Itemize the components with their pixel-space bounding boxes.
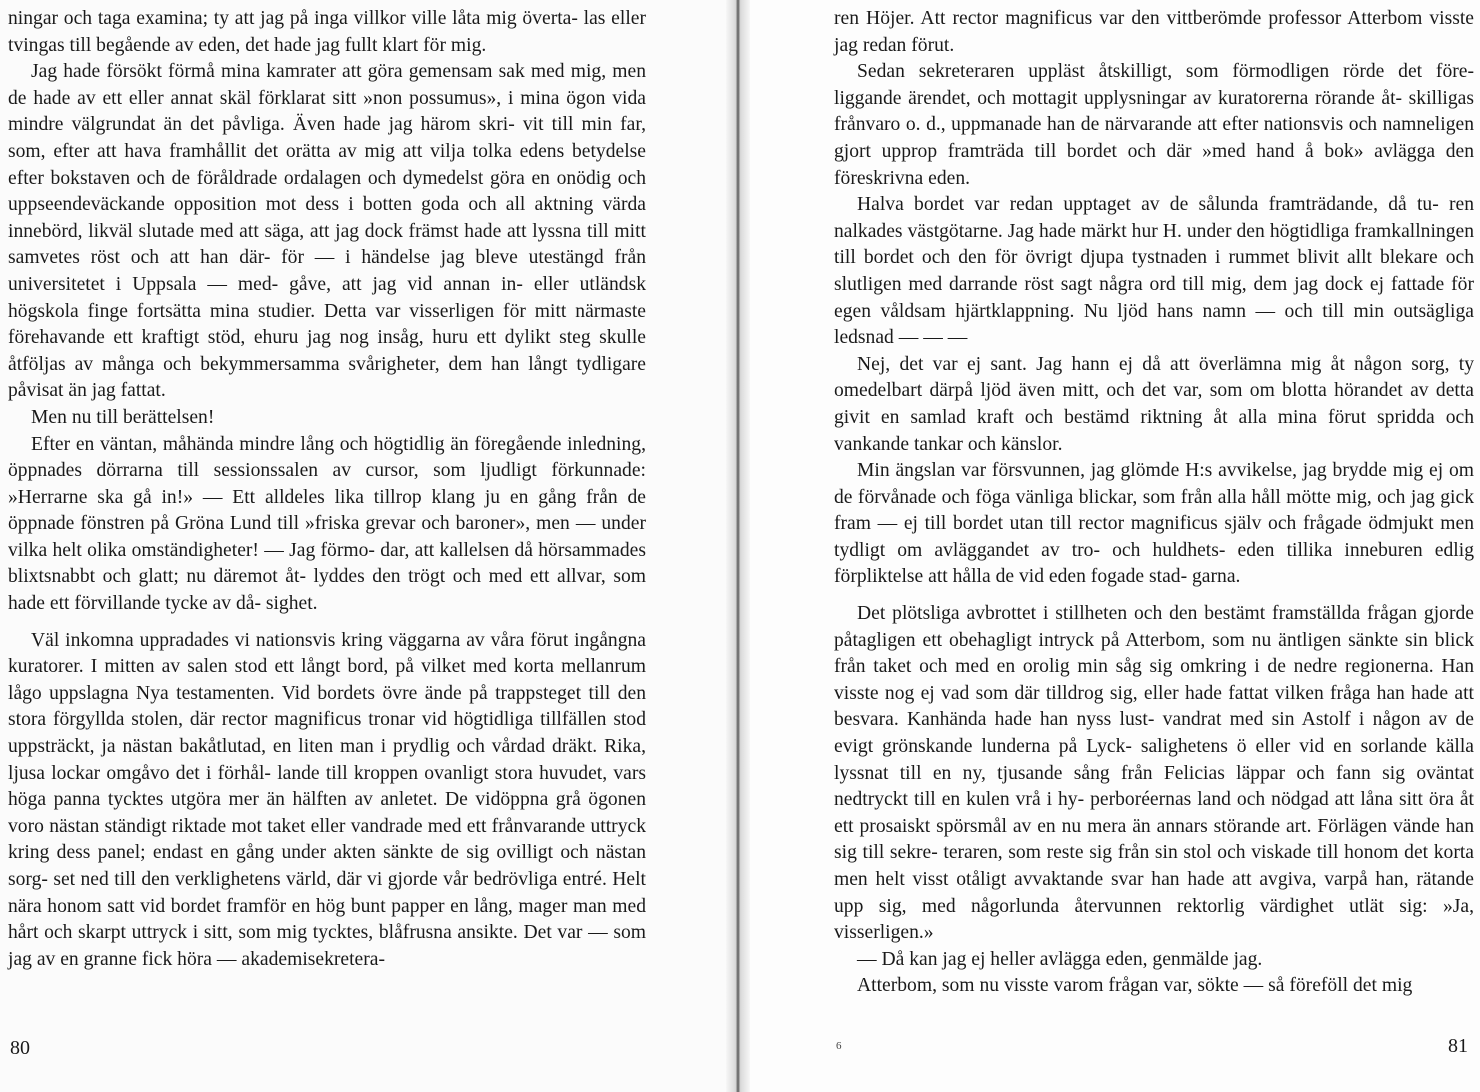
paragraph: Atterbom, som nu visste varom frågan var, sökte — så föreföll det mig (857, 975, 1413, 997)
paragraph: Sedan sekreteraren uppläst åtskilligt, som förmodligen rörde det före- liggande ärendet, och mottagit upplysningar av kuratorerna rörande åt- skilligas frånvaro o. d., uppmanade han de närvarande att efter nationsvis och namneligen gjort upprop framträda till bordet och där »med hand å bok» avlägga den föreskrivna eden. (834, 61, 1474, 189)
right-page-text (834, 6, 1474, 1000)
paragraph: — Då kan jag ej heller avlägga eden, genmälde jag. (857, 948, 1263, 970)
paragraph: Nej, det var ej sant. Jag hann ej då att överlämna mig åt någon sorg, ty omedelbart därpå ljöd även mitt, och det var, som om blotta hörandet av detta givit en samlad kraft och bestämd riktning åt alla mina förut spridda och vankande tankar och känslor. (834, 353, 1474, 455)
signature-mark: 6 (836, 1040, 842, 1052)
paragraph: Men nu till berättelsen! (31, 406, 215, 428)
paragraph: ren Höjer. Att rector magnificus var den vittberömde professor Atterbom visste jag redan förut. (834, 8, 1474, 56)
left-page-text (8, 6, 646, 973)
book-gutter (726, 0, 750, 1092)
paragraph: Efter en väntan, måhända mindre lång och högtidlig än föregående inledning, öppnades dörrarna till sessionssalen av cursor, som ljudligt förkunnade: »Herrarne ska gå in!» — Ett alldeles lika tillrop klang ju en gång från de öppnade fönstren på Gröna Lund till »friska grevar och baroner», men — under vilka helt olika omständigheter! — Jag förmo- dar, att kallelsen då hörsammades blixtsnabbt och glatt; nu däremot åt- lyddes den trögt och med ett allvar, som hade ett förvillande tycke av då- sighet. (8, 433, 646, 615)
page-number: 81 (1448, 1035, 1468, 1057)
page-number: 80 (10, 1037, 30, 1059)
left-page (0, 0, 738, 1092)
paragraph: Halva bordet var redan upptaget av de sålunda framträdande, då tu- ren nalkades västgötarne. Jag hade märkt hur H. under den högtidliga framkallningen till bordet och den för övrigt djupa tystnaden i rummet blivit allt blekare och slutligen med darrande röst sagt några ord till mig, dem jag dock ej fattade för egen våldsam hjärtklappning. Nu ljöd hans namn — och till min outsägliga ledsnad — — — (834, 194, 1474, 349)
paragraph: Jag hade försökt förmå mina kamrater att göra gemensam sak med mig, men de hade av ett eller annat skäl förklarat sitt »non possumus», i mina ögon vida mindre välgrundat än det påvliga. Även hade jag härom skri- vit till min far, som, efter att hava framhållit det orätta av mig att vilja tolka edens betydelse efter bokstaven och de föråldrade ordalagen och dymedelst göra en onödig och uppseendeväckande opposition mot dess i botten goda och all aktning värda innebörd, likväl slutade med att säga, att jag dock främst hade att lyssna till mitt samvetes röst och att han där- för — i händelse jag bleve utestängd från universitetet i Uppsala — med- gåve, att jag vid annan in- eller utländsk högskola finge fortsätta mina studier. Detta var visserligen för mitt närmaste förehavande ett kraftigt stöd, ehuru jag nog insåg, huru ett dylikt steg skulle åtföljas av många och bekymmersamma svårigheter, dem han långt tydligare påvisat än jag fattat. (8, 61, 646, 402)
paragraph: Väl inkomna uppradades vi nationsvis kring väggarna av våra förut ingångna kuratorer. I mitten av salen stod ett långt bord, på vilket med korta mellanrum lågo uppslagna Nya testamenten. Vid bordets övre ände på trappsteget till den stora förgyllda stolen, där rector magnificus tronar vid högtidliga tillfällen stod uppsträckt, ja nästan bakåtlutad, en liten man i prydlig och vårdad dräkt. Rika, ljusa lockar omgåvo det i förhål- lande till kroppen ovanligt stora huvudet, vars höga panna tycktes utgöra mer än hälften av anletet. De vidöppna grå ögonen voro nästan ständigt riktade mot taket eller vandrade med ett frånvarande uttryck kring dess panel; endast en gång under akten sänkte de sig ovilligt och nästan sorg- set ned till den verklighetens värld, där vi gjorde vår bedrövliga entré. Helt nära honom satt vid bordet framför en hög bunt papper en lång, mager man med hårt och skarpt uttryck i sitt, som mig tycktes, blåfrusna ansikte. Det var — som jag av en granne fick höra — akademisekretera- (8, 629, 646, 970)
paragraph: Det plötsliga avbrottet i stillheten och den bestämt framställda frågan gjorde påtagligen ett obehagligt intryck på Atterbom, som nu äntligen sänkte sin blick från taket och med en orolig min såg sig omkring i de nedre regionerna. Han visste nog ej vad som där tilldrog sig, eller hade fattat vilken fråga han hade att besvara. Kanhända hade han nyss lust- vandrat med sin Astolf i någon av de evigt grönskande lunderna på Lyck- salighetens ö eller vid en sorlande källa lyssnat till en ny, tjusande sång från Felicias läppar och fann sig oväntat nedtryckt till en kulen vrå i hy- perboréernas land och nödgad att låna sitt öra åt ett prosaiskt spörsmål av en nu mera än annars störande art. Förlägen vände han sig till sekre- teraren, som reste sig från sin stol och viskade till honom det korta men helt visst otåligt avvaktande svar han hade att avgiva, varpå han, rätande upp sig, med någorlunda återvunnen rektorlig värdighet utlät sig: »Ja, visserligen.» (834, 603, 1474, 944)
right-page (742, 0, 1480, 1092)
paragraph: ningar och taga examina; ty att jag på inga villkor ville låta mig överta- las eller tvingas till begående av eden, det hade jag fullt klart för mig. (8, 8, 646, 56)
paragraph: Min ängslan var försvunnen, jag glömde H:s avvikelse, jag brydde mig ej om de förvånade och föga vänliga blickar, som från alla håll mötte mig, och jag gick fram — ej till bordet utan till rector magnificus själv och frågade ödmjukt men tydligt om avläggandet av tro- och huldhets- eden tillika inneburen edlig förpliktelse att hålla de vid eden fogade stad- garna. (834, 460, 1474, 588)
